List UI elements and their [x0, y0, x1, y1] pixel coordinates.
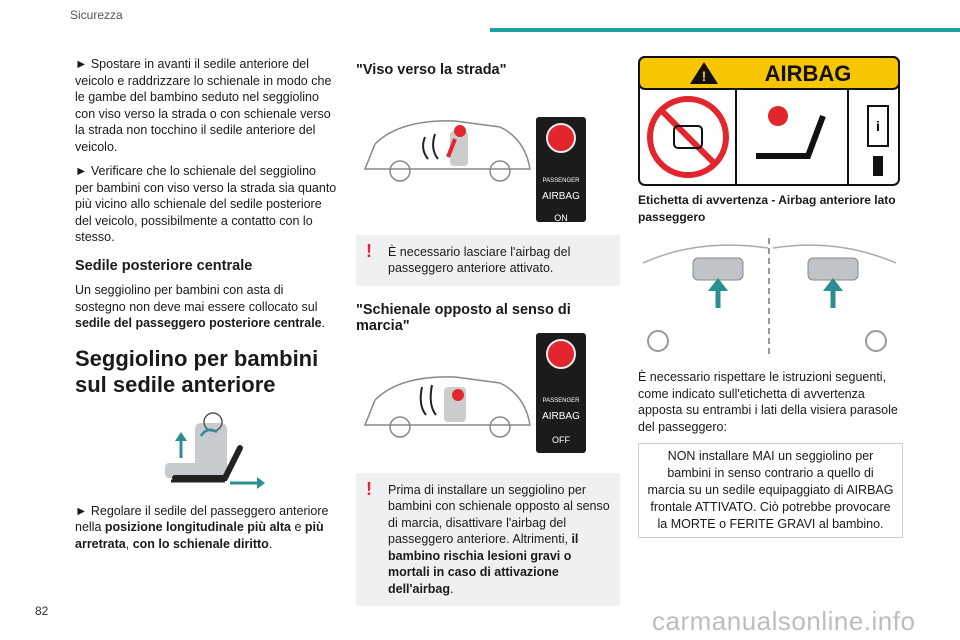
paragraph-rear-center: Un seggiolino per bambini con asta di sostegno non deve mai essere collocato sul sedile del passeggero posteriore centrale.: [75, 283, 326, 330]
paragraph-instructions: È necessario rispettare le istruzioni seguenti, come indicato sull'etichetta di avvertenza apposta su entrambi i lati della visiera parasole del passeggero:: [638, 370, 898, 434]
paragraph-check-backrest: ► Verificare che lo schienale del seggiolino per bambini con viso verso la strada sia quanto più vicino allo schienale del sedile posteriore del veicolo, possibilmente a contatto con lo stesso.: [75, 164, 337, 244]
watermark: carmanualsonline.info: [652, 606, 916, 636]
passenger-airbag-on-indicator: [536, 117, 586, 222]
warning-keep-airbag-on: ! È necessario lasciare l'airbag del passeggero anteriore attivato.: [356, 235, 620, 286]
heading-front-seat-child: Seggiolino per bambini sul sedile anteriore: [75, 345, 319, 397]
airbag-on-line1: PASSENGER: [542, 177, 580, 184]
airbag-on-line3: ON: [554, 212, 568, 223]
passenger-airbag-off-indicator: [536, 333, 586, 453]
airbag-warning-label: [638, 56, 900, 186]
paragraph-move-seat: ► Spostare in avanti il sedile anteriore del veicolo e raddrizzare lo schienale in modo che le gambe del bambino seduto nel seggiolino con viso verso la strada o con schienale verso la strada non tocchino il sedile anteriore del veicolo.: [75, 57, 332, 154]
airbag-off-line2: AIRBAG: [542, 411, 580, 422]
airbag-on-line2: AIRBAG: [542, 191, 580, 202]
seat-adjust-illustration: [75, 408, 337, 493]
rear-facing-figure: [356, 343, 620, 453]
column-2: [356, 56, 620, 616]
heading-rear-facing: "Schienale opposto al senso di marcia": [356, 301, 571, 334]
label-title: AIRBAG: [764, 61, 852, 86]
page-number: 82: [35, 604, 49, 618]
sun-visor-labels-illustration: [638, 233, 900, 363]
warning-icon: !: [366, 478, 372, 499]
svg-text:!: !: [701, 68, 707, 84]
car-forward-child-icon: [360, 109, 535, 189]
airbag-deploy-pictogram-icon: [546, 123, 576, 153]
car-rear-child-icon: [360, 365, 535, 445]
warning-disable-airbag: ! Prima di installare un seggiolino per bambini con schienale opposto al senso di marcia, disattivare l'airbag del passeggero anteriore. Altrimenti, il bambino rischia lesioni gravi o mortali in caso di attivazione dell'airbag.: [356, 473, 620, 607]
heading-rear-center-seat: Sedile posteriore centrale: [75, 257, 253, 274]
warning-icon: !: [366, 240, 372, 261]
svg-text:i: i: [876, 118, 880, 134]
heading-forward-facing: "Viso verso la strada": [356, 62, 507, 78]
column-3: [638, 56, 903, 538]
airbag-off-line3: OFF: [552, 434, 570, 445]
paragraph-adjust-passenger-seat: ► Regolare il sedile del passeggero anteriore nella posizione longitudinale più alta e più arretrata, con lo schienale diritto.: [75, 503, 329, 551]
section-title: Sicurezza: [70, 8, 123, 22]
header-accent-bar: [490, 28, 960, 32]
column-1: [75, 56, 337, 560]
airbag-off-line1: PASSENGER: [542, 397, 580, 404]
airbag-disabled-pictogram-icon: [546, 339, 576, 369]
forward-facing-figure: [356, 87, 620, 223]
label-caption: Etichetta di avvertenza - Airbag anteriore lato passeggero: [638, 193, 896, 224]
warning-box-never-install: NON installare MAI un seggiolino per bambini in senso contrario a quello di marcia su un sedile equipaggiato di AIRBAG frontale ATTIVATO. Ciò potrebbe provocare la MORTE o FERITE GRAVI al bambino.: [638, 443, 903, 538]
